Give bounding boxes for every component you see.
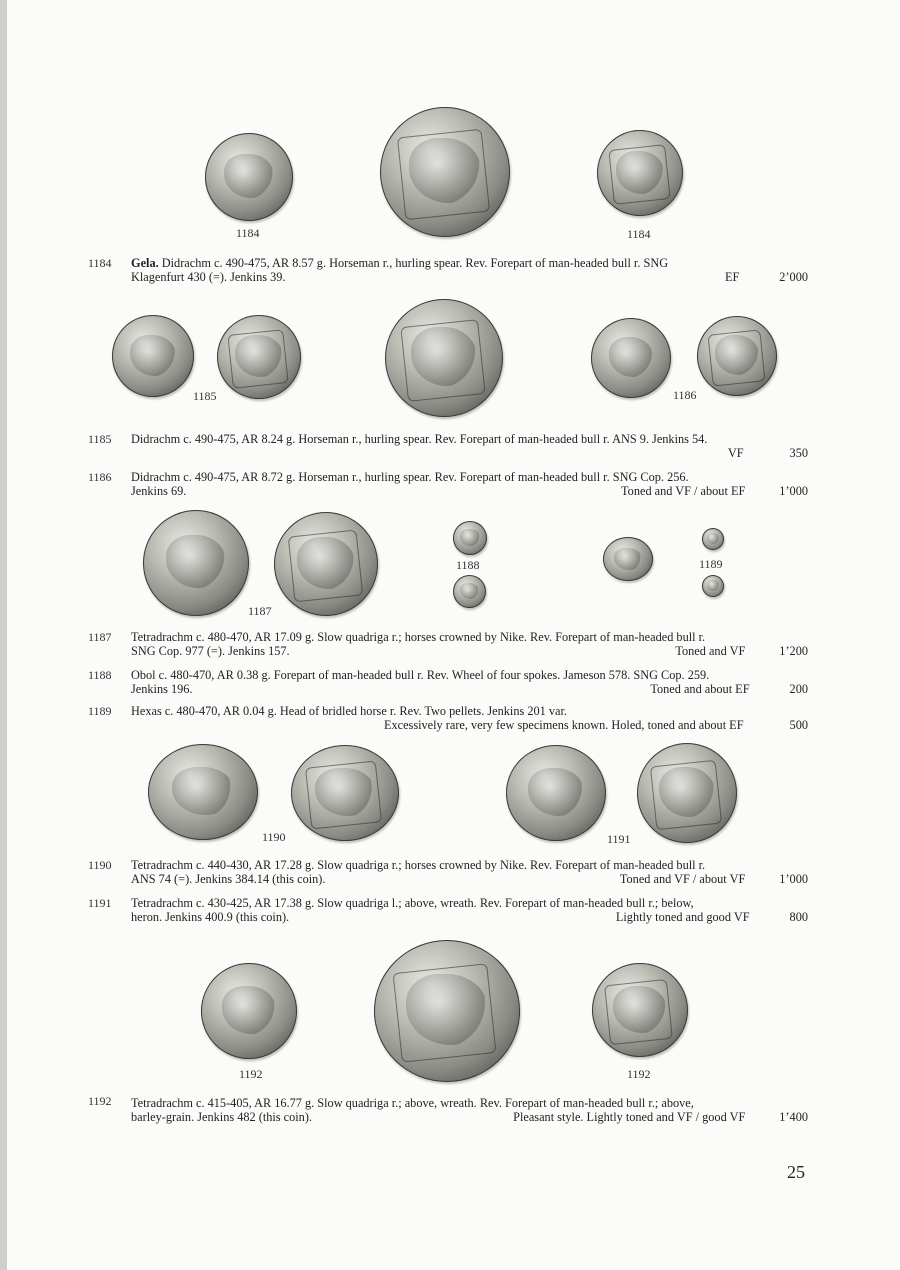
- coin-image-1184-obverse: [205, 133, 293, 221]
- photo-label: 1184: [627, 227, 651, 241]
- lot-description-1187: Tetradrachm c. 480-470, AR 17.09 g. Slow quadriga r.; horses crowned by Nike. Rev. Forepart of man-headed bull r. SNG Cop. 977 (=). Jenkins 157. Toned and VF 1’200: [131, 630, 808, 658]
- lot-description-1185: Didrachm c. 490-475, AR 8.24 g. Horseman r., hurling spear. Rev. Forepart of man-headed bull r. ANS 9. Jenkins 54. VF 350: [131, 432, 808, 460]
- photo-label: 1192: [627, 1067, 651, 1081]
- lot-description-1189: Hexas c. 480-470, AR 0.04 g. Head of bridled horse r. Rev. Two pellets. Jenkins 201 var. Excessively rare, very few specimens known. Holed, toned and about EF 500: [131, 704, 808, 732]
- price: 1’400: [779, 1110, 808, 1124]
- coin-image-1189-enlarged: [603, 537, 653, 581]
- lot-description-1184: Gela. Didrachm c. 490-475, AR 8.57 g. Horseman r., hurling spear. Rev. Forepart of man-headed bull r. SNG Klagenfurt 430 (=). Jenkins 39. EF 2’000: [131, 256, 808, 284]
- photo-label: 1191: [607, 832, 631, 846]
- price: 1’200: [779, 644, 808, 658]
- lot-description-1186: Didrachm c. 490-475, AR 8.72 g. Horseman r., hurling spear. Rev. Forepart of man-headed bull r. SNG Cop. 256. Jenkins 69. Toned and VF / about EF 1’000: [131, 470, 808, 498]
- photo-label: 1188: [456, 558, 480, 572]
- grade: Toned and VF / about VF: [619, 872, 746, 886]
- photo-label: 1190: [262, 830, 286, 844]
- coin-image-1191-reverse: [637, 743, 737, 843]
- price: 1’000: [779, 872, 808, 886]
- coin-image-1189-reverse: [702, 575, 724, 597]
- grade: VF: [727, 446, 744, 460]
- lot-description-1192: Tetradrachm c. 415-405, AR 16.77 g. Slow quadriga r.; above, wreath. Rev. Forepart of man-headed bull r.; above, barley-grain. Jenkins 482 (this coin). Pleasant style. Lightly toned and VF / good VF 1’400: [131, 1096, 808, 1124]
- coin-image-1192-reverse: [592, 963, 688, 1057]
- grade: Toned and about EF: [650, 682, 750, 696]
- lot-description-1191: Tetradrachm c. 430-425, AR 17.38 g. Slow quadriga l.; above, wreath. Rev. Forepart of man-headed bull r.; below, heron. Jenkins 400.9 (this coin). Lightly toned and good VF 800: [131, 896, 808, 924]
- page-edge: [0, 0, 7, 1270]
- photo-label: 1187: [248, 604, 272, 618]
- page-number: 25: [787, 1162, 805, 1182]
- grade: EF: [724, 270, 740, 284]
- price: 500: [789, 718, 808, 732]
- coin-image-1187-reverse: [274, 512, 378, 616]
- coin-image-1185-obverse: [112, 315, 194, 397]
- coin-image-1192-reverse-enlarged: [374, 940, 520, 1082]
- coin-image-1185-reverse: [217, 315, 301, 399]
- coin-image-1187-obverse: [143, 510, 249, 616]
- photo-label: 1184: [236, 226, 260, 240]
- grade: Pleasant style. Lightly toned and VF / good VF: [513, 1110, 746, 1124]
- lot-number: 1184: [88, 256, 112, 270]
- photo-label: 1186: [673, 388, 697, 402]
- coin-image-1188-obverse: [453, 521, 487, 555]
- mint-heading: Gela.: [131, 256, 159, 270]
- coin-image-1184-reverse: [597, 130, 683, 216]
- lot-number: 1190: [88, 858, 112, 872]
- price: 800: [789, 910, 808, 924]
- coin-image-1186-obverse: [591, 318, 671, 398]
- lot-number: 1192: [88, 1094, 112, 1108]
- price: 2’000: [779, 270, 808, 284]
- price: 200: [789, 682, 808, 696]
- coin-image-1189-obverse: [702, 528, 724, 550]
- coin-image-1188-reverse: [453, 575, 486, 608]
- grade: Toned and VF / about EF: [621, 484, 746, 498]
- lot-description-1190: Tetradrachm c. 440-430, AR 17.28 g. Slow quadriga r.; horses crowned by Nike. Rev. Forepart of man-headed bull r. ANS 74 (=). Jenkins 384.14 (this coin). Toned and VF / about VF 1’000: [131, 858, 808, 886]
- coin-image-1192-obverse: [201, 963, 297, 1059]
- coin-image-1191-obverse: [506, 745, 606, 841]
- coin-image-1186-reverse: [697, 316, 777, 396]
- lot-number: 1191: [88, 896, 112, 910]
- price: 1’000: [779, 484, 808, 498]
- grade: Excessively rare, very few specimens known. Holed, toned and about EF: [383, 718, 744, 732]
- lot-description-1188: Obol c. 480-470, AR 0.38 g. Forepart of man-headed bull r. Rev. Wheel of four spokes. Jameson 578. SNG Cop. 259. Jenkins 196. Toned and about EF 200: [131, 668, 808, 696]
- coin-image-1184-reverse-enlarged: [380, 107, 510, 237]
- coin-image-1190-reverse: [291, 745, 399, 841]
- photo-label: 1189: [699, 557, 723, 571]
- lot-number: 1188: [88, 668, 112, 682]
- lot-number: 1189: [88, 704, 112, 718]
- grade: Toned and VF: [675, 644, 746, 658]
- photo-label: 1185: [193, 389, 217, 403]
- coin-image-1190-obverse: [148, 744, 258, 840]
- coin-image-1185-reverse-enlarged: [385, 299, 503, 417]
- lot-number: 1185: [88, 432, 112, 446]
- grade: Lightly toned and good VF: [615, 910, 750, 924]
- lot-number: 1187: [88, 630, 112, 644]
- lot-number: 1186: [88, 470, 112, 484]
- photo-label: 1192: [239, 1067, 263, 1081]
- price: 350: [789, 446, 808, 460]
